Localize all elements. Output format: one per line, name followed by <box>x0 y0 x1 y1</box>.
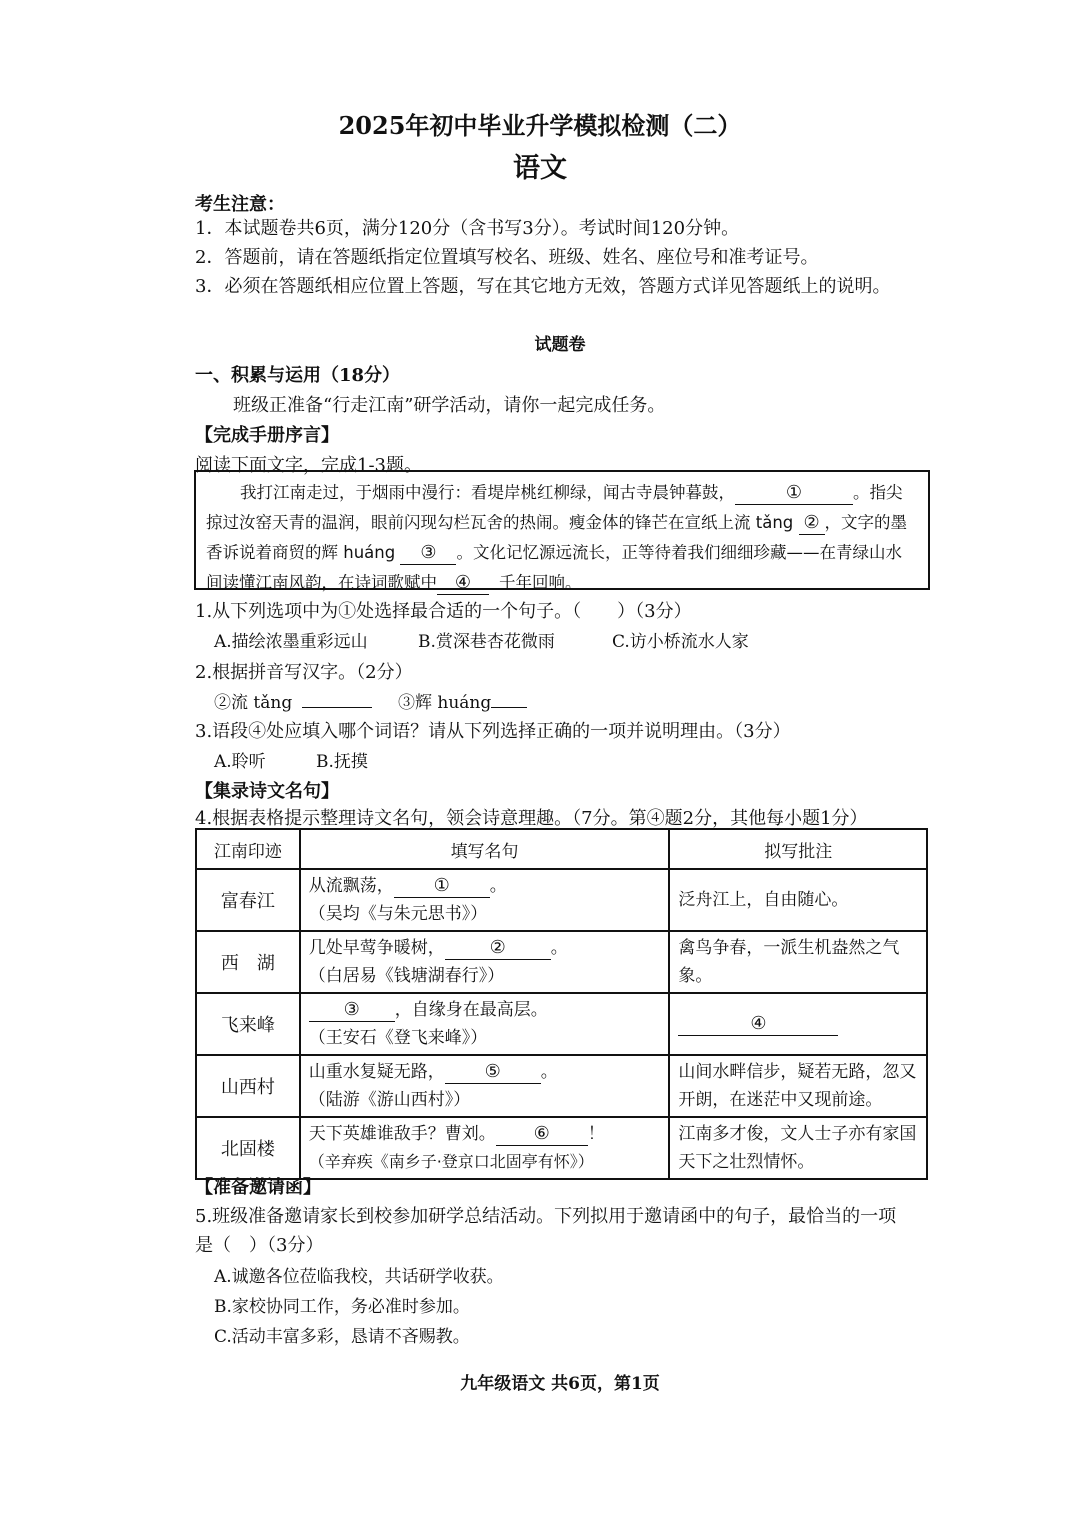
row-verse: 从流飘荡， ① 。 （吴均《与朱元思书》） <box>300 869 670 931</box>
row-source: （陆游《游山西村》） <box>308 1090 471 1110</box>
question-3-stem: 3.语段④处应填入哪个词语？请从下列选择正确的一项并说明理由。（3分） <box>195 721 791 742</box>
passage-text-5: 千年回响。 <box>499 573 582 592</box>
row-note: 山间水畔信步，疑若无路，忽又开朗，在迷茫中又现前途。 <box>669 1055 927 1117</box>
section-heading: 一、积累与运用（18分） <box>195 365 401 386</box>
row-source: （吴均《与朱元思书》） <box>308 904 488 924</box>
passage-text-4: 。文化记忆源远流长，正等待着我们细细珍藏——在青绿山水间读懂江南风韵，在诗词歌赋中 <box>206 543 902 592</box>
row-place: 西 湖 <box>196 931 300 993</box>
notice-heading: 考生注意： <box>195 194 285 215</box>
exam-title: 2025年初中毕业升学模拟检测（二） <box>338 111 742 140</box>
column-header-place: 江南印迹 <box>196 829 300 869</box>
passage-blank-3: ③ <box>400 542 456 565</box>
page-footer: 九年级语文 共6页，第1页 <box>460 1374 660 1394</box>
row-source: （王安石《登飞来峰》） <box>308 1028 488 1048</box>
question-5-option-b: B.家校协同工作，务必准时参加。 <box>214 1297 470 1317</box>
row-note <box>669 993 927 1055</box>
row-verse: ③ ，自缘身在最高层。 （王安石《登飞来峰》） <box>300 993 670 1055</box>
table-row <box>196 993 927 1055</box>
row-source: （辛弃疾《南乡子·登京口北固亭有怀》） <box>308 1152 594 1171</box>
row-place: 飞来峰 <box>196 993 300 1055</box>
reading-instruction: 阅读下面文字，完成1-3题。 <box>195 455 422 476</box>
poem-table-header <box>196 829 927 869</box>
column-header-verse: 填写名句 <box>300 829 670 869</box>
question-3-option-a: A.聆听 <box>214 752 266 772</box>
question-2-item-a: ②流 tǎng <box>214 688 372 713</box>
notice-item-2: 2．答题前，请在答题纸指定位置填写校名、班级、姓名、座位号和准考证号。 <box>195 247 819 268</box>
row-note-blank: ④ <box>678 1013 838 1036</box>
question-5-option-c: C.活动丰富多彩，恳请不吝赐教。 <box>214 1327 470 1347</box>
table-row <box>196 931 927 993</box>
row-place: 北固楼 <box>196 1117 300 1179</box>
question-3-option-b: B.抚摸 <box>316 752 368 772</box>
row-verse: 几处早莺争暖树， ② 。 （白居易《钱塘湖春行》） <box>300 931 670 993</box>
row-note: 江南多才俊，文人士子亦有家国天下之壮烈情怀。 <box>669 1117 927 1179</box>
subsection-preface: 【完成手册序言】 <box>195 425 339 446</box>
row-place: 山西村 <box>196 1055 300 1117</box>
row-source: （白居易《钱塘湖春行》） <box>308 966 505 986</box>
passage-blank-1: ① <box>735 482 853 505</box>
question-1-option-a: A.描绘浓墨重彩远山 <box>214 632 368 652</box>
table-row <box>196 1117 927 1179</box>
section-intro: 班级正准备“行走江南”研学活动，请你一起完成任务。 <box>233 395 666 416</box>
passage-blank-4: ④ <box>437 572 489 595</box>
question-2-stem: 2.根据拼音写汉字。（2分） <box>195 662 413 683</box>
subsection-invitation: 【准备邀请函】 <box>195 1177 321 1198</box>
question-2-item-b: ③辉 huáng <box>398 688 527 713</box>
question-5-option-a: A.诚邀各位莅临我校，共话研学收获。 <box>214 1267 504 1287</box>
question-1-option-b: B.赏深巷杏花微雨 <box>418 632 555 652</box>
row-note: 禽鸟争春，一派生机盎然之气象。 <box>669 931 927 993</box>
question-5-stem-line1: 5.班级准备邀请家长到校参加研学总结活动。下列拟用于邀请函中的句子，最恰当的一项 <box>195 1206 897 1227</box>
column-header-note: 拟写批注 <box>669 829 927 869</box>
passage-blank-2: ② <box>799 512 825 535</box>
exam-subject: 语文 <box>513 153 567 184</box>
reading-passage <box>194 470 930 593</box>
row-place: 富春江 <box>196 869 300 931</box>
question-4-stem: 4.根据表格提示整理诗文名句，领会诗意理趣。（7分。第④题2分，其他每小题1分） <box>195 808 868 829</box>
question-1-stem: 1.从下列选项中为①处选择最合适的一个句子。（ ）（3分） <box>195 601 692 622</box>
table-row <box>196 1055 927 1117</box>
notice-item-3: 3．必须在答题纸相应位置上答题，写在其它地方无效，答题方式详见答题纸上的说明。 <box>195 276 891 297</box>
table-row <box>196 869 927 931</box>
passage-text-1: 我打江南走过，于烟雨中漫行：看堤岸桃红柳绿，闻古寺晨钟暮鼓， <box>240 483 735 502</box>
row-verse: 天下英雄谁敌手？曹刘。 ⑥ ！ （辛弃疾《南乡子·登京口北固亭有怀》） <box>300 1117 670 1179</box>
question-1-option-c: C.访小桥流水人家 <box>612 632 749 652</box>
notice-item-1: 1．本试题卷共6页，满分120分（含书写3分）。考试时间120分钟。 <box>195 218 740 239</box>
subsection-poems: 【集录诗文名句】 <box>195 781 339 802</box>
poem-table <box>195 828 928 1180</box>
passage-text-3: ，文字的墨香诉说着商贸的辉 huáng <box>206 513 908 562</box>
row-note: 泛舟江上，自由随心。 <box>669 869 927 931</box>
question-5-stem-line2: 是（ ）（3分） <box>195 1235 324 1256</box>
passage-text-2: 。指尖掠过汝窑天青的温润，眼前闪现勾栏瓦舍的热闹。瘦金体的锋芒在宣纸上流 tǎng <box>206 483 903 532</box>
paper-label: 试题卷 <box>534 335 586 355</box>
row-verse: 山重水复疑无路， ⑤ 。 （陆游《游山西村》） <box>300 1055 670 1117</box>
